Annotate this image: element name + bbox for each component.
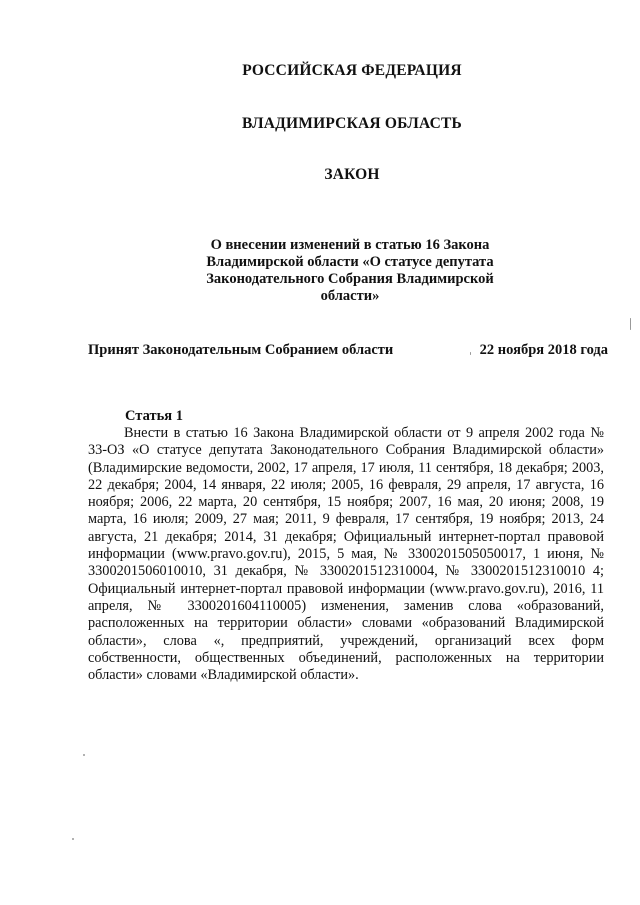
document-type-heading: ЗАКОН	[324, 166, 380, 183]
law-title-line: Законодательного Собрания Владимирской	[206, 271, 494, 287]
scan-speck	[83, 754, 85, 756]
law-title-line: О внесении изменений в статью 16 Закона	[210, 237, 490, 253]
law-title-line: области»	[320, 288, 380, 304]
adopted-by: Принят Законодательным Собранием области	[88, 342, 394, 358]
scan-speck	[630, 318, 631, 330]
law-title	[180, 237, 520, 305]
article-body: Внести в статью 16 Закона Владимирской области от 9 апреля 2002 года № 33-ОЗ «О статусе депутата Законодательного Собрания Владимирской области» (Владимирские ведомости, 2002, 17 апреля, 17 июля, 11 сентября, 18 декабря; 2003, 22 декабря; 2004, 14 января, 22 июля; 2005, 16 февраля, 29 апреля, 17 августа, 16 ноября; 2006, 22 марта, 20 сентября, 15 ноября; 2007, 16 мая, 20 июня; 2008, 19 марта, 16 июля; 2009, 27 мая; 2011, 9 февраля, 17 сентября, 19 ноября; 2013, 24 августа, 21 декабря; 2014, 31 декабря; Официальный интернет-портал правовой информации (www.pravo.gov.ru), 2015, 5 мая, № 3300201505050017, 1 июня, № 3300201506010010, 31 декабря, № 3300201512310004, № 3300201512310010 4; Официальный интернет-портал правовой информации (www.pravo.gov.ru), 2016, 11 апреля, № 3300201604110005) изменения, заменив слова «образований, расположенных на территории области» словами «образований Владимирской области», слова «, предприятий, учреждений, организаций всех форм собственности, общественных объединений, расположенных на территории области» словами «Владимирской области».	[88, 425, 604, 684]
scan-speck	[470, 352, 471, 355]
article-heading: Статья 1	[125, 408, 183, 424]
adoption-date: 22 ноября 2018 года	[479, 342, 608, 358]
scan-speck	[72, 838, 74, 840]
country-heading: РОССИЙСКАЯ ФЕДЕРАЦИЯ	[242, 62, 462, 79]
law-title-line: Владимирской области «О статусе депутата	[206, 254, 494, 270]
region-heading: ВЛАДИМИРСКАЯ ОБЛАСТЬ	[242, 115, 462, 132]
adoption-line	[88, 342, 608, 362]
